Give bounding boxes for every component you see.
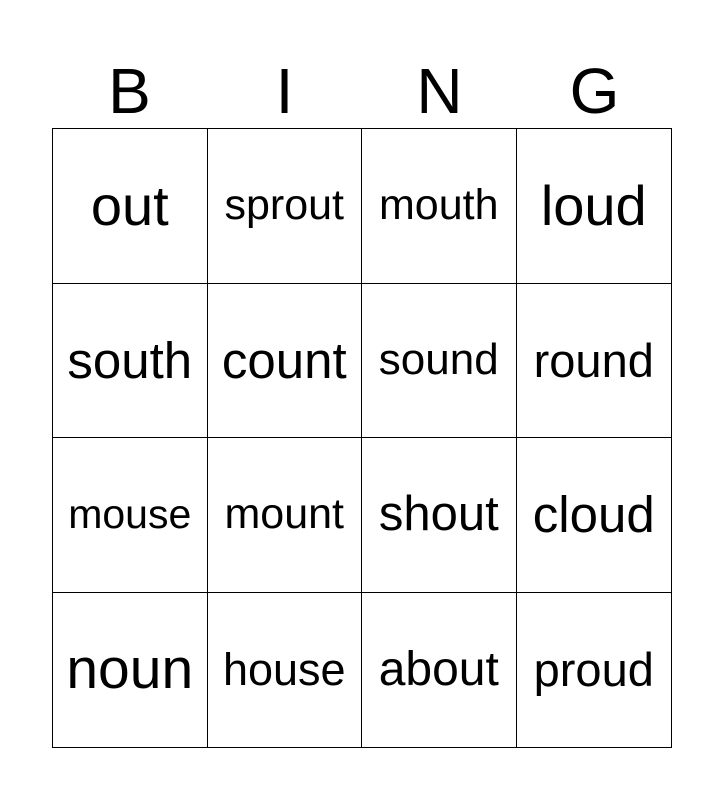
bingo-cell[interactable] — [208, 438, 363, 593]
bingo-cell[interactable] — [208, 129, 363, 284]
cell-word: house — [222, 644, 346, 696]
bingo-cell[interactable] — [208, 593, 363, 748]
bingo-cell[interactable] — [517, 593, 672, 748]
cell-word: loud — [540, 173, 647, 237]
cell-word: sprout — [224, 181, 344, 230]
cell-word: cloud — [532, 486, 655, 544]
cell-word: about — [378, 642, 499, 696]
bingo-cell[interactable] — [53, 593, 208, 748]
cell-word: proud — [533, 643, 654, 697]
cell-word: mouth — [378, 181, 499, 230]
header-letter-n: N — [416, 55, 463, 127]
bingo-cell[interactable] — [208, 284, 363, 439]
cell-word: count — [221, 331, 347, 389]
cell-word: mouse — [68, 491, 192, 538]
bingo-cell[interactable] — [362, 284, 517, 439]
bingo-cell[interactable] — [53, 129, 208, 284]
header-letter-i: I — [275, 55, 294, 127]
cell-word: shout — [378, 487, 499, 542]
header-letter-g: G — [569, 55, 620, 127]
cell-word: sound — [378, 335, 499, 385]
cell-word: noun — [66, 637, 194, 702]
bingo-cell[interactable] — [362, 593, 517, 748]
cell-word: mount — [224, 490, 344, 539]
bingo-cell[interactable] — [53, 438, 208, 593]
bingo-cell[interactable] — [517, 284, 672, 439]
cell-word: south — [67, 331, 193, 389]
bingo-cell[interactable] — [517, 129, 672, 284]
bingo-cell[interactable] — [517, 438, 672, 593]
bingo-cell[interactable] — [362, 438, 517, 593]
bingo-cell[interactable] — [53, 284, 208, 439]
cell-word: round — [533, 333, 654, 387]
bingo-board — [52, 128, 672, 748]
header-letter-b: B — [108, 55, 151, 127]
bingo-cell[interactable] — [362, 129, 517, 284]
bingo-header — [52, 55, 672, 127]
cell-word: out — [90, 173, 169, 237]
